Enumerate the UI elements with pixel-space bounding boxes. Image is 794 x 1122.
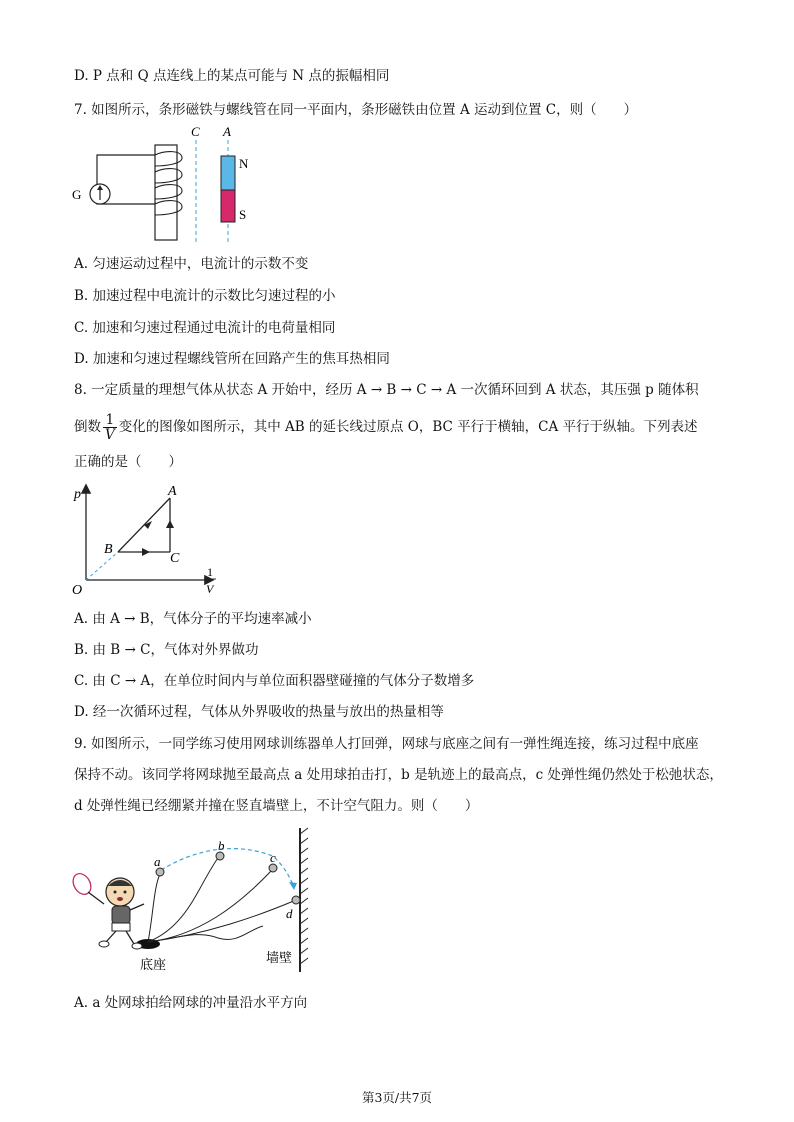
q8-label-o: O [72, 583, 83, 598]
q7-option-d: D. 加速和匀速过程螺线管所在回路产生的焦耳热相同 [74, 351, 390, 367]
q9-label-wall: 墙壁 [266, 951, 293, 966]
ball-d [292, 896, 300, 904]
ball-b [216, 852, 224, 860]
q8-frac-den: V [105, 427, 115, 443]
q8-option-c: C. 由 C → A，在单位时间内与单位面积器壁碰撞的气体分子数增多 [74, 673, 475, 689]
q7-option-c: C. 加速和匀速过程通过电流计的电荷量相同 [74, 320, 336, 336]
q7-figure [70, 122, 270, 244]
q8-graph [66, 478, 226, 600]
q8-label-b: B [104, 542, 113, 557]
ball-a [156, 868, 164, 876]
q8-stem-line1: 8. 一定质量的理想气体从状态 A 开始中，经历 A → B → C → A 一次循环回到 A 状态，其压强 p 随体积 [74, 382, 699, 398]
q7-label-n: N [239, 156, 249, 171]
q8-option-d: D. 经一次循环过程，气体从外界吸收的热量与放出的热量相等 [74, 704, 444, 720]
q6-option-d: D. P 点和 Q 点连线上的某点可能与 N 点的振幅相同 [74, 68, 390, 84]
q8-stem-pre: 倒数 [74, 419, 101, 435]
q9-label-a: a [154, 854, 161, 869]
arrow-bc [142, 548, 150, 556]
solenoid-core [155, 145, 177, 240]
q9-option-a: A. a 处网球拍给网球的冲量沿水平方向 [74, 995, 308, 1011]
q8-label-a: A [168, 484, 177, 499]
q7-label-s: S [239, 207, 247, 222]
q7-label-a: A [223, 124, 231, 139]
player-icon [70, 870, 144, 949]
q9-stem-line2: 保持不动。该同学将网球抛至最高点 a 处用球拍击打，b 是轨迹上的最高点，c 处弹性绳仍然处于松弛状态， [74, 767, 723, 783]
q9-figure [68, 826, 318, 976]
q8-label-c: C [170, 551, 180, 566]
q8-fraction [103, 413, 117, 442]
q8-option-a: A. 由 A → B，气体分子的平均速率减小 [74, 611, 312, 627]
page-footer: 第3页/共7页 [361, 1090, 433, 1105]
q9-label-c: c [270, 850, 276, 865]
q7-label-c: C [191, 124, 200, 139]
q8-xaxis-den: V [206, 582, 214, 596]
magnet-north-pole [221, 156, 235, 190]
ab-extension-line [86, 552, 118, 580]
q8-xaxis-num: 1 [207, 565, 213, 579]
q8-option-b: B. 由 B → C，气体对外界做功 [74, 642, 259, 658]
q7-option-b: B. 加速过程中电流计的示数比匀速过程的小 [74, 288, 336, 304]
q8-label-p: p [74, 487, 81, 502]
q9-label-base: 底座 [140, 958, 167, 973]
q9-label-b: b [218, 838, 225, 853]
magnet-south-pole [221, 190, 235, 222]
ball-c [269, 864, 277, 872]
q7-stem: 7. 如图所示，条形磁铁与螺线管在同一平面内，条形磁铁由位置 A 运动到位置 C，则（ ） [74, 102, 638, 118]
q9-stem-line3: d 处弹性绳已经绷紧并撞在竖直墙壁上，不计空气阻力。则（ ） [74, 798, 479, 814]
q8-stem-line2 [74, 410, 698, 444]
q7-option-a: A. 匀速运动过程中，电流计的示数不变 [74, 256, 309, 272]
q8-stem-post: 变化的图像如图所示，其中 AB 的延长线过原点 O，BC 平行于横轴，CA 平行于纵轴。下列表述 [118, 419, 698, 435]
q8-stem-line3: 正确的是（ ） [74, 454, 182, 470]
arrow-ca [166, 520, 174, 528]
q9-stem-line1: 9. 如图所示，一同学练习使用网球训练器单人打回弹，网球与底座之间有一弹性绳连接，练习过程中底座 [74, 736, 699, 752]
q8-frac-num: 1 [103, 413, 117, 428]
q9-label-d: d [286, 906, 293, 921]
arrow-ab [144, 521, 152, 529]
q7-label-g: G [72, 187, 82, 202]
